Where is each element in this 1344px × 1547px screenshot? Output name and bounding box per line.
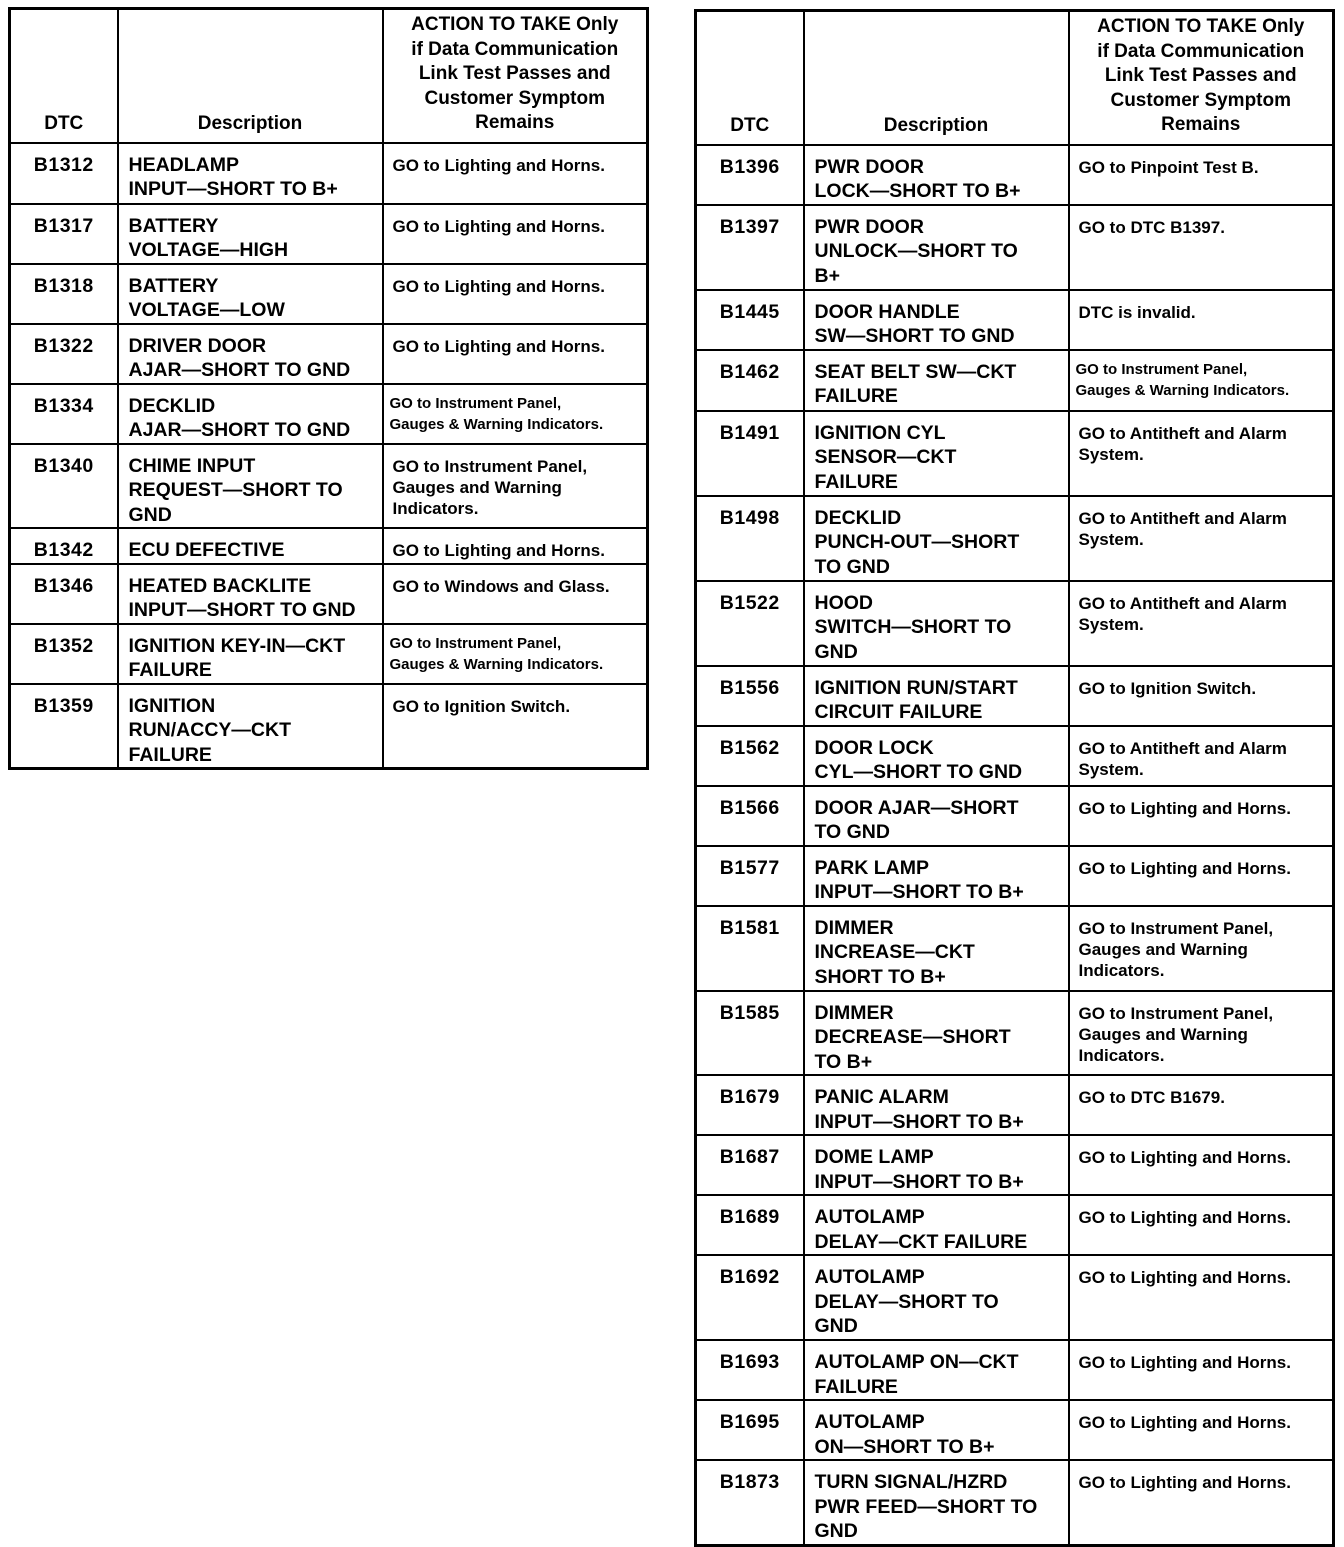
- dtc-action: [383, 204, 648, 264]
- description-line: HOOD: [814, 591, 873, 614]
- action-line: GO to DTC B1397.: [1078, 217, 1225, 237]
- description-line: IGNITION CYL: [814, 421, 946, 444]
- table-header-row: [696, 11, 1334, 145]
- dtc-action: [1069, 1460, 1334, 1545]
- dtc-action: [383, 624, 648, 684]
- dtc-code: B1695: [696, 1400, 804, 1460]
- description-line: DECKLID: [814, 506, 902, 529]
- dtc-code: B1556: [696, 666, 804, 726]
- description-line: INPUT—SHORT TO B+: [814, 1170, 1024, 1193]
- table-row: [696, 786, 1334, 846]
- dtc-code: B1322: [10, 324, 118, 384]
- table-row: [696, 205, 1334, 290]
- description-line: GND: [814, 1520, 858, 1542]
- table-row: [696, 290, 1334, 350]
- dtc-action: [1069, 906, 1334, 991]
- dtc-action: [383, 444, 648, 529]
- dtc-code: B1585: [696, 991, 804, 1076]
- description-line: FAILURE: [814, 1375, 898, 1398]
- table-row: [10, 384, 648, 444]
- dtc-description: [804, 991, 1069, 1076]
- dtc-code: B1396: [696, 145, 804, 205]
- dtc-description: [118, 384, 383, 444]
- action-line: GO to Lighting and Horns.: [1078, 798, 1291, 818]
- description-line: SWITCH—SHORT TO: [814, 616, 1012, 638]
- dtc-code: B1581: [696, 906, 804, 991]
- dtc-description: [804, 726, 1069, 786]
- table-row: [696, 1460, 1334, 1545]
- description-line: TO GND: [814, 555, 890, 578]
- dtc-action: [1069, 846, 1334, 906]
- table-header-row: [10, 9, 648, 143]
- dtc-action: [383, 264, 648, 324]
- action-line: GO to Antitheft and Alarm: [1078, 508, 1287, 528]
- description-line: SENSOR—CKT: [814, 446, 957, 468]
- dtc-code: B1873: [696, 1460, 804, 1545]
- dtc-action: [383, 564, 648, 624]
- table-row: [10, 564, 648, 624]
- dtc-action: [1069, 666, 1334, 726]
- dtc-header: DTC: [10, 9, 118, 143]
- description-line: PUNCH-OUT—SHORT: [814, 531, 1020, 553]
- table-body-right: [696, 145, 1334, 1546]
- description-line: DIMMER: [814, 1001, 894, 1024]
- description-line: AUTOLAMP: [814, 1266, 925, 1288]
- dtc-action: [383, 143, 648, 204]
- description-line: AUTOLAMP: [814, 1411, 925, 1433]
- table-row: [10, 624, 648, 684]
- description-line: DELAY—SHORT TO: [814, 1290, 999, 1313]
- table-row: [10, 324, 648, 384]
- description-line: FAILURE: [814, 470, 898, 493]
- description-line: AJAR—SHORT TO GND: [128, 359, 351, 381]
- dtc-code: B1693: [696, 1340, 804, 1400]
- table-row: [696, 846, 1334, 906]
- description-line: TO GND: [814, 821, 890, 843]
- dtc-action: [1069, 581, 1334, 666]
- dtc-table-right: [694, 9, 1335, 1547]
- dtc-action: [1069, 350, 1334, 411]
- table-row: [10, 143, 648, 204]
- dtc-description: [804, 1195, 1069, 1255]
- description-line: HEATED BACKLITE: [128, 574, 312, 597]
- dtc-action: [1069, 786, 1334, 846]
- dtc-description: [118, 444, 383, 529]
- dtc-description: [118, 204, 383, 264]
- description-line: REQUEST—SHORT TO: [128, 479, 343, 501]
- dtc-table-left: [8, 7, 649, 770]
- dtc-code: B1397: [696, 205, 804, 290]
- table-row: [10, 528, 648, 564]
- description-line: DIMMER: [814, 916, 894, 939]
- dtc-code: B1522: [696, 581, 804, 666]
- dtc-code: B1445: [696, 290, 804, 350]
- dtc-description: [118, 684, 383, 769]
- description-line: HEADLAMP: [128, 153, 239, 176]
- action-line: GO to Lighting and Horns.: [1078, 1148, 1291, 1167]
- dtc-action: [1069, 1135, 1334, 1195]
- description-line: PARK LAMP: [814, 856, 929, 879]
- description-line: DRIVER DOOR: [128, 334, 267, 357]
- description-line: DOOR HANDLE: [814, 300, 960, 323]
- dtc-code: B1312: [10, 143, 118, 204]
- action-line: GO to Ignition Switch.: [392, 696, 571, 716]
- action-line: GO to Instrument Panel,: [1078, 1003, 1274, 1023]
- description-line: IGNITION KEY-IN—CKT: [128, 634, 346, 657]
- description-line: VOLTAGE—HIGH: [128, 239, 289, 261]
- action-line: GO to Instrument Panel,: [389, 394, 562, 412]
- dtc-code: B1359: [10, 684, 118, 769]
- table-row: [696, 496, 1334, 581]
- description-line: FAILURE: [128, 743, 212, 766]
- description-line: LOCK—SHORT TO B+: [814, 180, 1021, 202]
- description-header: Description: [118, 9, 383, 143]
- description-line: DOOR LOCK: [814, 736, 934, 759]
- dtc-description: [804, 1255, 1069, 1340]
- action-line: GO to Lighting and Horns.: [392, 155, 605, 175]
- dtc-description: [804, 786, 1069, 846]
- table-row: [696, 411, 1334, 496]
- description-line: GND: [814, 640, 858, 663]
- table-row: [10, 684, 648, 769]
- action-line: System.: [1078, 759, 1144, 779]
- action-line: GO to Lighting and Horns.: [392, 541, 605, 560]
- action-line: Indicators.: [392, 498, 479, 518]
- dtc-code: B1342: [10, 528, 118, 564]
- table-row: [696, 666, 1334, 726]
- description-line: ON—SHORT TO B+: [814, 1435, 995, 1458]
- dtc-description: [118, 264, 383, 324]
- dtc-description: [804, 145, 1069, 205]
- dtc-action: [1069, 1400, 1334, 1460]
- description-line: INPUT—SHORT TO B+: [814, 881, 1024, 903]
- dtc-action: [1069, 145, 1334, 205]
- dtc-action: [1069, 1340, 1334, 1400]
- description-line: CIRCUIT FAILURE: [814, 701, 983, 723]
- dtc-code: B1577: [696, 846, 804, 906]
- dtc-action: [1069, 726, 1334, 786]
- dtc-action: [383, 324, 648, 384]
- description-line: AUTOLAMP: [814, 1206, 925, 1228]
- action-line: System.: [1078, 529, 1144, 549]
- description-line: BATTERY: [128, 274, 219, 297]
- description-line: TURN SIGNAL/HZRD: [814, 1471, 1008, 1493]
- description-line: SHORT TO B+: [814, 965, 946, 988]
- table-row: [10, 444, 648, 529]
- dtc-description: [804, 350, 1069, 411]
- action-line: GO to Instrument Panel,: [392, 456, 588, 476]
- description-line: DOOR AJAR—SHORT: [814, 796, 1019, 819]
- dtc-action: [1069, 1255, 1334, 1340]
- action-line: DTC is invalid.: [1078, 302, 1196, 322]
- dtc-action: [1069, 411, 1334, 496]
- table-row: [696, 1075, 1334, 1135]
- dtc-description: [804, 1340, 1069, 1400]
- dtc-code: B1692: [696, 1255, 804, 1340]
- action-line: GO to Lighting and Horns.: [1078, 1353, 1291, 1372]
- description-line: DECREASE—SHORT: [814, 1026, 1011, 1048]
- dtc-action: [383, 528, 648, 564]
- action-line: GO to Instrument Panel,: [1075, 360, 1248, 378]
- dtc-code: B1318: [10, 264, 118, 324]
- description-header: Description: [804, 11, 1069, 145]
- table-row: [10, 264, 648, 324]
- dtc-code: B1317: [10, 204, 118, 264]
- action-line: GO to Lighting and Horns.: [1078, 858, 1291, 878]
- table-row: [696, 906, 1334, 991]
- dtc-description: [804, 581, 1069, 666]
- description-line: PWR DOOR: [814, 155, 924, 178]
- dtc-code: B1462: [696, 350, 804, 411]
- description-line: DOME LAMP: [814, 1146, 934, 1168]
- dtc-description: [804, 1400, 1069, 1460]
- dtc-code: B1340: [10, 444, 118, 529]
- action-line: System.: [1078, 444, 1144, 464]
- dtc-description: [804, 666, 1069, 726]
- description-line: ECU DEFECTIVE: [128, 539, 285, 561]
- dtc-description: [804, 290, 1069, 350]
- description-line: SEAT BELT SW—CKT: [814, 360, 1017, 383]
- description-line: CYL—SHORT TO GND: [814, 761, 1023, 783]
- dtc-code: B1679: [696, 1075, 804, 1135]
- dtc-description: [804, 1460, 1069, 1545]
- description-line: GND: [814, 1315, 858, 1337]
- description-line: PWR FEED—SHORT TO: [814, 1495, 1038, 1518]
- dtc-action: [383, 684, 648, 769]
- description-line: GND: [128, 503, 172, 526]
- table-row: [696, 350, 1334, 411]
- dtc-code: B1334: [10, 384, 118, 444]
- dtc-description: [804, 496, 1069, 581]
- dtc-action: [383, 384, 648, 444]
- dtc-code: B1566: [696, 786, 804, 846]
- dtc-code: B1498: [696, 496, 804, 581]
- description-line: INPUT—SHORT TO B+: [814, 1110, 1024, 1133]
- action-line: GO to Antitheft and Alarm: [1078, 738, 1287, 758]
- action-line: GO to Pinpoint Test B.: [1078, 157, 1259, 177]
- table-row: [696, 1195, 1334, 1255]
- table-row: [696, 581, 1334, 666]
- description-line: INPUT—SHORT TO GND: [128, 599, 356, 621]
- description-line: CHIME INPUT: [128, 454, 256, 477]
- description-line: AUTOLAMP ON—CKT: [814, 1351, 1019, 1373]
- description-line: FAILURE: [128, 659, 212, 681]
- action-line: GO to Instrument Panel,: [1078, 918, 1274, 938]
- description-line: IGNITION: [128, 694, 216, 717]
- description-line: UNLOCK—SHORT TO: [814, 240, 1018, 262]
- description-line: PANIC ALARM: [814, 1086, 949, 1108]
- action-line: System.: [1078, 614, 1144, 634]
- dtc-code: B1562: [696, 726, 804, 786]
- dtc-action: [1069, 496, 1334, 581]
- action-line: GO to DTC B1679.: [1078, 1088, 1225, 1107]
- description-line: FAILURE: [814, 385, 898, 407]
- dtc-description: [804, 1135, 1069, 1195]
- action-line: GO to Lighting and Horns.: [392, 216, 605, 236]
- dtc-description: [804, 205, 1069, 290]
- action-header: ACTION TO TAKE Only if Data Communication Link Test Passes and Customer Symptom Remains: [383, 9, 648, 143]
- description-line: RUN/ACCY—CKT: [128, 719, 291, 741]
- dtc-action: [1069, 205, 1334, 290]
- dtc-action: [1069, 991, 1334, 1076]
- dtc-action: [1069, 1075, 1334, 1135]
- table-row: [696, 991, 1334, 1076]
- dtc-header: DTC: [696, 11, 804, 145]
- table-row: [696, 1255, 1334, 1340]
- description-line: DELAY—CKT FAILURE: [814, 1230, 1028, 1253]
- action-line: Gauges and Warning: [1078, 1024, 1248, 1044]
- action-line: GO to Lighting and Horns.: [1078, 1208, 1291, 1227]
- action-line: Indicators.: [1078, 960, 1165, 980]
- action-line: Gauges & Warning Indicators.: [1075, 381, 1290, 399]
- dtc-description: [118, 624, 383, 684]
- description-line: SW—SHORT TO GND: [814, 325, 1015, 347]
- dtc-code: B1687: [696, 1135, 804, 1195]
- table-row: [696, 1135, 1334, 1195]
- dtc-code: B1689: [696, 1195, 804, 1255]
- action-header: ACTION TO TAKE Only if Data Communication Link Test Passes and Customer Symptom Remains: [1069, 11, 1334, 145]
- dtc-action: [1069, 290, 1334, 350]
- dtc-description: [118, 143, 383, 204]
- description-line: BATTERY: [128, 214, 219, 237]
- description-line: IGNITION RUN/START: [814, 676, 1018, 699]
- table-row: [10, 204, 648, 264]
- action-line: Gauges and Warning: [392, 477, 562, 497]
- action-line: GO to Lighting and Horns.: [1078, 1413, 1291, 1432]
- action-line: Indicators.: [1078, 1045, 1165, 1065]
- dtc-code: B1491: [696, 411, 804, 496]
- description-line: PWR DOOR: [814, 215, 924, 238]
- action-line: GO to Instrument Panel,: [389, 634, 562, 652]
- table-row: [696, 1400, 1334, 1460]
- table-row: [696, 145, 1334, 205]
- dtc-description: [804, 906, 1069, 991]
- table-body-left: [10, 143, 648, 769]
- dtc-description: [118, 324, 383, 384]
- action-line: GO to Ignition Switch.: [1078, 678, 1257, 698]
- action-line: GO to Antitheft and Alarm: [1078, 593, 1287, 613]
- description-line: INCREASE—CKT: [814, 941, 975, 963]
- description-line: B+: [814, 264, 840, 287]
- description-line: DECKLID: [128, 394, 216, 417]
- dtc-code: B1352: [10, 624, 118, 684]
- dtc-description: [118, 564, 383, 624]
- action-line: Gauges & Warning Indicators.: [389, 655, 604, 673]
- description-line: TO B+: [814, 1050, 873, 1073]
- table-row: [696, 726, 1334, 786]
- action-line: Gauges & Warning Indicators.: [389, 415, 604, 433]
- dtc-code: B1346: [10, 564, 118, 624]
- dtc-description: [804, 411, 1069, 496]
- dtc-description: [804, 1075, 1069, 1135]
- action-line: GO to Lighting and Horns.: [1078, 1473, 1291, 1492]
- action-line: GO to Lighting and Horns.: [392, 276, 605, 296]
- description-line: VOLTAGE—LOW: [128, 299, 285, 321]
- action-line: GO to Antitheft and Alarm: [1078, 423, 1287, 443]
- action-line: Gauges and Warning: [1078, 939, 1248, 959]
- action-line: GO to Lighting and Horns.: [392, 336, 605, 356]
- description-line: AJAR—SHORT TO GND: [128, 419, 351, 441]
- table-row: [696, 1340, 1334, 1400]
- action-line: GO to Lighting and Horns.: [1078, 1268, 1291, 1287]
- action-line: GO to Windows and Glass.: [392, 576, 610, 596]
- dtc-description: [118, 528, 383, 564]
- dtc-action: [1069, 1195, 1334, 1255]
- description-line: INPUT—SHORT TO B+: [128, 178, 338, 200]
- dtc-description: [804, 846, 1069, 906]
